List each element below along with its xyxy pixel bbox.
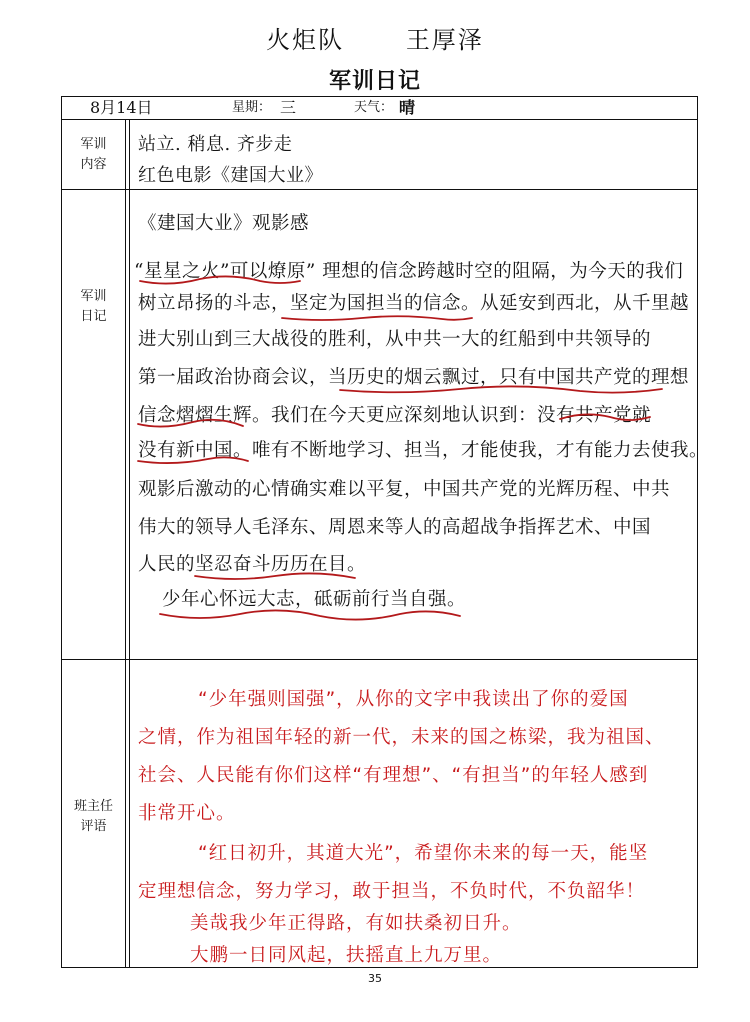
- content-label: 军训 内容: [80, 137, 107, 172]
- diary-line: “星星之火”可以燎原” 理想的信念跨越时空的阻隔，为今天的我们: [134, 261, 684, 282]
- diary-line: 《建国大业》观影感: [138, 213, 310, 234]
- content-line: 站立. 稍息. 齐步走: [138, 134, 293, 155]
- remark-label: 班主任 评语: [73, 799, 113, 834]
- diary-line: 树立昂扬的斗志，坚定为国担当的信念。从延安到西北，从千里越: [138, 293, 690, 314]
- remark-line: 大鹏一日同风起，扶摇直上九万里。: [190, 945, 503, 966]
- diary-line: 第一届政治协商会议，当历史的烟云飘过，只有中国共产党的理想: [138, 367, 690, 388]
- remark-line: 美哉我少年正得路，有如扶桑初日升。: [190, 913, 522, 934]
- remark-line: “少年强则国强”，从你的文字中我读出了你的爱国: [198, 689, 629, 710]
- diary-line: 没有新中国。唯有不断地学习、担当，才能使我，才有能力去使我。: [138, 440, 709, 461]
- row-divider: [62, 659, 697, 660]
- diary-line: 观影后激动的心情确实难以平复，中国共产党的光辉历程、中共: [138, 479, 671, 500]
- remark-line: 定理想信念，努力学习，敢于担当，不负时代，不负韶华！: [138, 881, 646, 902]
- weekday-label: 星期：: [232, 100, 272, 115]
- column-divider: [129, 119, 130, 967]
- diary-line: 人民的坚忍奋斗历历在目。: [138, 554, 367, 575]
- row-divider: [62, 119, 697, 120]
- diary-line: 信念熠熠生辉。我们在今天更应深刻地认识到：没有共产党就: [138, 405, 652, 426]
- diary-label: 军训 日记: [80, 289, 107, 324]
- diary-sheet: [61, 96, 709, 968]
- remark-line: 非常开心。: [138, 803, 236, 824]
- weather-label: 天气：: [354, 100, 394, 115]
- date-value: 8月14日: [90, 98, 153, 117]
- remark-line: 社会、人民能有你们这样“有理想”、“有担当”的年轻人感到: [138, 765, 649, 786]
- student-name: 王厚泽: [405, 26, 484, 54]
- diary-line: 进大别山到三大战役的胜利，从中共一大的红船到中共领导的: [138, 329, 652, 350]
- header-names: [0, 20, 750, 55]
- team-name: 火炬队: [266, 26, 345, 54]
- weekday-value: 三: [280, 98, 297, 117]
- column-divider: [125, 119, 126, 967]
- remark-line: “红日初升，其道大光”，希望你未来的每一天，能坚: [198, 843, 649, 864]
- diary-line: 少年心怀远大志，砥砺前行当自强。: [162, 589, 467, 610]
- row-divider: [62, 189, 697, 190]
- weather-value: 晴: [399, 98, 416, 117]
- diary-line: 伟大的领导人毛泽东、周恩来等人的高超战争指挥艺术、中国: [138, 517, 652, 538]
- page-number: 35: [368, 972, 382, 985]
- remark-line: 之情，作为祖国年轻的新一代，未来的国之栋梁，我为祖国、: [138, 727, 665, 748]
- page-title: 军训日记: [328, 69, 421, 94]
- content-line: 红色电影《建国大业》: [138, 165, 323, 186]
